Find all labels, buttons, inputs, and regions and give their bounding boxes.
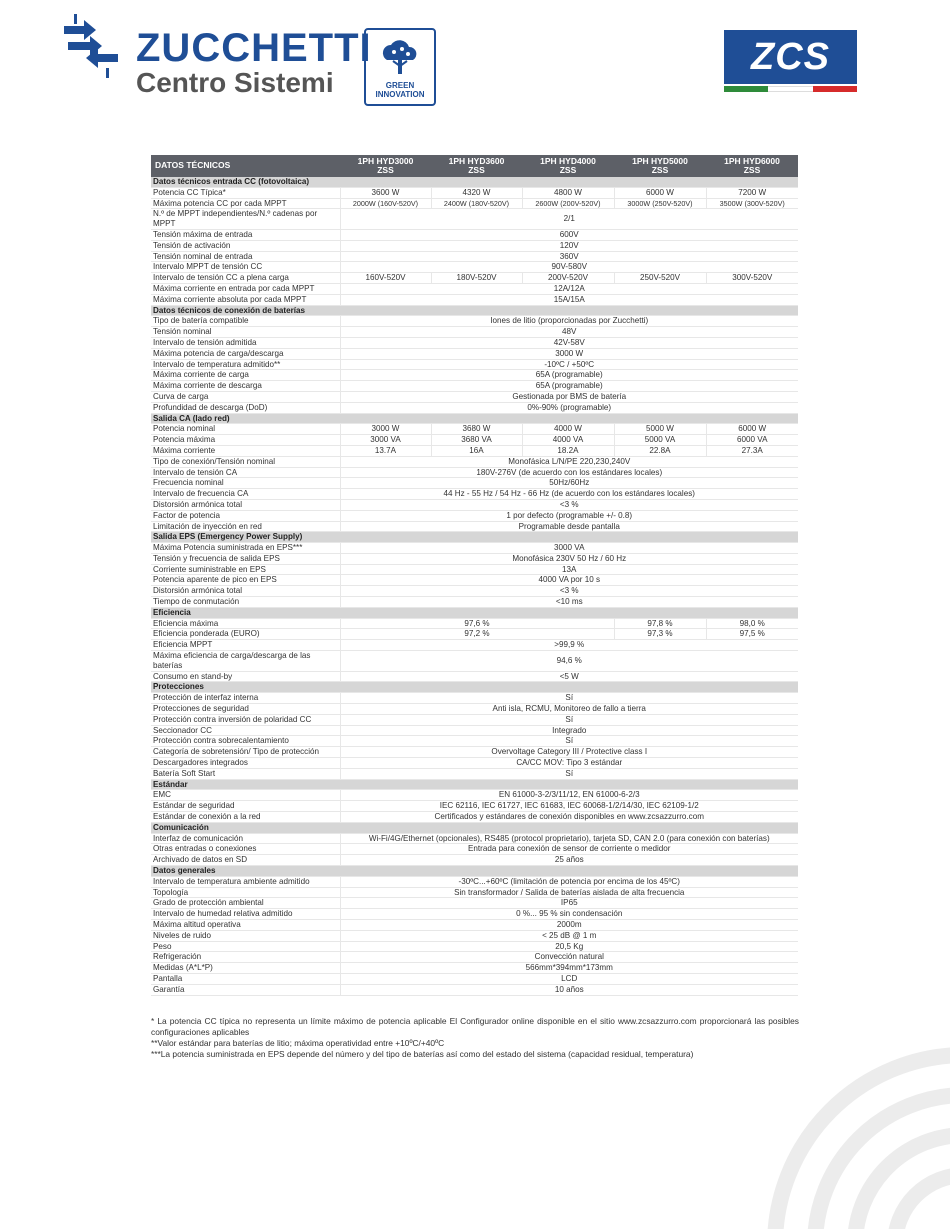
table-row [151, 251, 798, 262]
table-row [151, 704, 798, 715]
section-title: Datos técnicos de conexión de baterías [151, 305, 798, 316]
cell-value: 5000 VA [614, 435, 706, 446]
cell-value: Sí [340, 714, 798, 725]
cell-value: 4000 W [522, 424, 614, 435]
table-row [151, 478, 798, 489]
cell-value: 6000 W [706, 424, 798, 435]
table-row [151, 973, 798, 984]
cell-value: 94,6 % [340, 651, 798, 672]
cell-value: 3000 VA [340, 435, 431, 446]
row-label: Máxima corriente de carga [151, 370, 340, 381]
row-label: Máxima corriente de descarga [151, 381, 340, 392]
row-label: Refrigeración [151, 952, 340, 963]
table-row [151, 381, 798, 392]
cell-value: 180V-276V (de acuerdo con los estándares locales) [340, 467, 798, 478]
table-row [151, 941, 798, 952]
footnote: ***La potencia suministrada en EPS depende del número y del tipo de baterías así como del estado del sistema (capacidad residual, temperatura) [151, 1049, 694, 1059]
row-label: Intervalo MPPT de tensión CC [151, 262, 340, 273]
table-row [151, 693, 798, 704]
model-header: 1PH HYD6000 ZSS [706, 155, 798, 177]
table-row [151, 359, 798, 370]
table-row [151, 651, 798, 672]
cell-value: 6000 W [614, 187, 706, 198]
brand-name: ZUCCHETTI [136, 26, 372, 70]
cell-value: 22.8A [614, 445, 706, 456]
row-label: EMC [151, 790, 340, 801]
row-label: Tensión y frecuencia de salida EPS [151, 553, 340, 564]
table-row [151, 553, 798, 564]
cell-value: 20,5 Kg [340, 941, 798, 952]
table-row [151, 952, 798, 963]
badge-line-1: GREEN [385, 81, 415, 90]
row-label: Estándar de seguridad [151, 801, 340, 812]
cell-value: 3680 VA [431, 435, 522, 446]
badge-line-2: INNOVATION [375, 90, 425, 99]
row-label: Garantía [151, 984, 340, 995]
cell-value: 97,5 % [706, 629, 798, 640]
cell-value: 25 años [340, 855, 798, 866]
cell-value: 180V-520V [431, 273, 522, 284]
row-label: Intervalo de tensión CC a plena carga [151, 273, 340, 284]
table-row [151, 898, 798, 909]
row-label: Interfaz de comunicación [151, 833, 340, 844]
table-row [151, 963, 798, 974]
cell-value: 65A (programable) [340, 370, 798, 381]
table-row [151, 597, 798, 608]
model-header: 1PH HYD4000 ZSS [522, 155, 614, 177]
cell-value: Sí [340, 768, 798, 779]
spec-table [151, 155, 798, 996]
zucchetti-logo [62, 12, 442, 102]
table-row [151, 402, 798, 413]
cell-value: 97,6 % [340, 618, 614, 629]
cell-value: 27.3A [706, 445, 798, 456]
row-label: Intervalo de humedad relativa admitido [151, 909, 340, 920]
footnotes [151, 1016, 799, 1060]
row-label: Protección contra sobrecalentamiento [151, 736, 340, 747]
row-label: Corriente suministrable en EPS [151, 564, 340, 575]
cell-value: 2600W (200V-520V) [522, 198, 614, 209]
row-label: Peso [151, 941, 340, 952]
table-row [151, 499, 798, 510]
cell-value: 98,0 % [706, 618, 798, 629]
cell-value: Gestionada por BMS de batería [340, 391, 798, 402]
cell-value: 48V [340, 327, 798, 338]
cell-value: 13.7A [340, 445, 431, 456]
zcs-logo [724, 30, 857, 94]
table-row [151, 187, 798, 198]
row-label: Pantalla [151, 973, 340, 984]
table-row [151, 725, 798, 736]
section-row [151, 682, 798, 693]
row-label: Eficiencia ponderada (EURO) [151, 629, 340, 640]
cell-value: 4800 W [522, 187, 614, 198]
cell-value: 566mm*394mm*173mm [340, 963, 798, 974]
cell-value: 4000 VA [522, 435, 614, 446]
table-row [151, 586, 798, 597]
footnote: * La potencia CC típica no representa un límite máximo de potencia aplicable El Configurador online disponible en el sitio www.zcsazzurro.com proporcionará las posibles configuraciones aplicables [151, 1016, 799, 1037]
cell-value: 3000 W [340, 424, 431, 435]
cell-value: <10 ms [340, 597, 798, 608]
cell-value: Sí [340, 736, 798, 747]
footnote: **Valor estándar para baterías de litio; máxima operatividad entre +10ºC/+40ºC [151, 1038, 445, 1048]
row-label: Seccionador CC [151, 725, 340, 736]
row-label: Tensión máxima de entrada [151, 229, 340, 240]
row-label: Grado de protección ambiental [151, 898, 340, 909]
row-label: Máxima corriente en entrada por cada MPPT [151, 283, 340, 294]
cell-value: 160V-520V [340, 273, 431, 284]
row-label: Archivado de datos en SD [151, 855, 340, 866]
section-row [151, 822, 798, 833]
table-row [151, 844, 798, 855]
row-label: Distorsión armónica total [151, 499, 340, 510]
table-row [151, 348, 798, 359]
table-header-row [151, 155, 798, 177]
section-row [151, 866, 798, 877]
model-header: 1PH HYD3600 ZSS [431, 155, 522, 177]
brand-subtitle: Centro Sistemi [136, 67, 334, 98]
cell-value: 3000W (250V-520V) [614, 198, 706, 209]
section-title: Salida CA (lado red) [151, 413, 798, 424]
cell-value: Certificados y estándares de conexión disponibles en www.zcsazzurro.com [340, 812, 798, 823]
row-label: Máxima altitud operativa [151, 919, 340, 930]
cell-value: 120V [340, 240, 798, 251]
cell-value: 97,3 % [614, 629, 706, 640]
table-row [151, 273, 798, 284]
model-header: 1PH HYD5000 ZSS [614, 155, 706, 177]
row-label: Curva de carga [151, 391, 340, 402]
cell-value: 50Hz/60Hz [340, 478, 798, 489]
green-innovation-badge [364, 28, 436, 106]
table-row [151, 262, 798, 273]
table-row [151, 768, 798, 779]
cell-value: 97,8 % [614, 618, 706, 629]
cell-value: Integrado [340, 725, 798, 736]
row-label: Intervalo de frecuencia CA [151, 489, 340, 500]
section-title: Salida EPS (Emergency Power Supply) [151, 532, 798, 543]
section-row [151, 305, 798, 316]
table-row [151, 327, 798, 338]
cell-value: 3600 W [340, 187, 431, 198]
row-label: Intervalo de tensión CA [151, 467, 340, 478]
row-label: Tensión nominal de entrada [151, 251, 340, 262]
row-label: Máxima potencia de carga/descarga [151, 348, 340, 359]
table-row [151, 543, 798, 554]
italian-flag [724, 86, 857, 92]
section-title: Eficiencia [151, 607, 798, 618]
cell-value: 300V-520V [706, 273, 798, 284]
table-row [151, 876, 798, 887]
row-label: Consumo en stand-by [151, 671, 340, 682]
cell-value: 97,2 % [340, 629, 614, 640]
table-row [151, 812, 798, 823]
cloud-tree-icon [377, 36, 423, 76]
row-label: Frecuencia nominal [151, 478, 340, 489]
cell-value: <5 W [340, 671, 798, 682]
row-label: Distorsión armónica total [151, 586, 340, 597]
cell-value: IP65 [340, 898, 798, 909]
cell-value: 13A [340, 564, 798, 575]
cell-value: Iones de litio (proporcionadas por Zucchetti) [340, 316, 798, 327]
row-label: Otras entradas o conexiones [151, 844, 340, 855]
table-row [151, 618, 798, 629]
row-label: Tensión nominal [151, 327, 340, 338]
row-label: Protección contra inversión de polaridad CC [151, 714, 340, 725]
cell-value: 3680 W [431, 424, 522, 435]
cell-value: 7200 W [706, 187, 798, 198]
row-label: Niveles de ruido [151, 930, 340, 941]
table-row [151, 909, 798, 920]
table-row [151, 564, 798, 575]
cell-value: 4320 W [431, 187, 522, 198]
cell-value: Entrada para conexión de sensor de corriente o medidor [340, 844, 798, 855]
row-label: Máxima corriente [151, 445, 340, 456]
cell-value: 360V [340, 251, 798, 262]
cell-value: 2/1 [340, 209, 798, 230]
table-row [151, 209, 798, 230]
table-row [151, 456, 798, 467]
table-row [151, 370, 798, 381]
row-label: Eficiencia MPPT [151, 640, 340, 651]
cell-value: 600V [340, 229, 798, 240]
table-row [151, 229, 798, 240]
cell-value: <3 % [340, 586, 798, 597]
row-label: Máxima potencia CC por cada MPPT [151, 198, 340, 209]
table-row [151, 294, 798, 305]
table-row [151, 510, 798, 521]
table-row [151, 640, 798, 651]
row-label: Protecciones de seguridad [151, 704, 340, 715]
table-row [151, 435, 798, 446]
cell-value: <3 % [340, 499, 798, 510]
cell-value: >99,9 % [340, 640, 798, 651]
row-label: Potencia máxima [151, 435, 340, 446]
row-label: Potencia nominal [151, 424, 340, 435]
cell-value: 200V-520V [522, 273, 614, 284]
cell-value: 250V-520V [614, 273, 706, 284]
decorative-arcs [760, 1010, 950, 1229]
row-label: Factor de potencia [151, 510, 340, 521]
zcs-text: ZCS [724, 30, 857, 84]
section-title: Datos técnicos entrada CC (fotovoltaica) [151, 177, 798, 187]
cell-value: 3000 W [340, 348, 798, 359]
table-row [151, 801, 798, 812]
cell-value: Monofásica L/N/PE 220,230,240V [340, 456, 798, 467]
cell-value: 12A/12A [340, 283, 798, 294]
cell-value: IEC 62116, IEC 61727, IEC 61683, IEC 60068-1/2/14/30, IEC 62109-1/2 [340, 801, 798, 812]
table-row [151, 629, 798, 640]
model-header: 1PH HYD3000 ZSS [340, 155, 431, 177]
table-row [151, 467, 798, 478]
row-label: Batería Soft Start [151, 768, 340, 779]
table-row [151, 736, 798, 747]
table-row [151, 521, 798, 532]
row-label: Protección de interfaz interna [151, 693, 340, 704]
row-label: Potencia aparente de pico en EPS [151, 575, 340, 586]
table-row [151, 747, 798, 758]
cell-value: 1 por defecto (programable +/- 0.8) [340, 510, 798, 521]
section-row [151, 532, 798, 543]
row-label: Tensión de activación [151, 240, 340, 251]
row-label: Tiempo de conmutación [151, 597, 340, 608]
cell-value: 42V-58V [340, 337, 798, 348]
cell-value: 3000 VA [340, 543, 798, 554]
table-row [151, 855, 798, 866]
row-label: Categoría de sobretensión/ Tipo de protección [151, 747, 340, 758]
cell-value: < 25 dB @ 1 m [340, 930, 798, 941]
table-row [151, 283, 798, 294]
table-row [151, 984, 798, 995]
cell-value: Overvoltage Category III / Protective class I [340, 747, 798, 758]
row-label: Intervalo de temperatura ambiente admitido [151, 876, 340, 887]
cell-value: Wi-Fi/4G/Ethernet (opcionales), RS485 (protocol proprietario), tarjeta SD, CAN 2.0 (para conexión con baterías) [340, 833, 798, 844]
section-row [151, 779, 798, 790]
section-row [151, 607, 798, 618]
table-title: DATOS TÉCNICOS [151, 155, 340, 177]
cell-value: 6000 VA [706, 435, 798, 446]
row-label: Topología [151, 887, 340, 898]
cell-value: 0 %... 95 % sin condensación [340, 909, 798, 920]
table-row [151, 445, 798, 456]
table-row [151, 240, 798, 251]
cell-value: Programable desde pantalla [340, 521, 798, 532]
cell-value: Sí [340, 693, 798, 704]
section-title: Comunicación [151, 822, 798, 833]
cell-value: Anti isla, RCMU, Monitoreo de fallo a tierra [340, 704, 798, 715]
cell-value: 15A/15A [340, 294, 798, 305]
cell-value: 10 años [340, 984, 798, 995]
table-row [151, 833, 798, 844]
row-label: Máxima corriente absoluta por cada MPPT [151, 294, 340, 305]
row-label: Tipo de batería compatible [151, 316, 340, 327]
table-row [151, 337, 798, 348]
table-row [151, 575, 798, 586]
table-row [151, 671, 798, 682]
cell-value: Monofásica 230V 50 Hz / 60 Hz [340, 553, 798, 564]
section-title: Estándar [151, 779, 798, 790]
cell-value: 65A (programable) [340, 381, 798, 392]
row-label: N.º de MPPT independientes/N.º cadenas por MPPT [151, 209, 340, 230]
section-row [151, 413, 798, 424]
row-label: Profundidad de descarga (DoD) [151, 402, 340, 413]
cell-value: 2000W (160V-520V) [340, 198, 431, 209]
row-label: Máxima Potencia suministrada en EPS*** [151, 543, 340, 554]
cell-value: 16A [431, 445, 522, 456]
cell-value: 0%-90% (programable) [340, 402, 798, 413]
row-label: Intervalo de tensión admitida [151, 337, 340, 348]
section-row [151, 177, 798, 187]
arrows-icon [62, 12, 120, 80]
cell-value: 5000 W [614, 424, 706, 435]
row-label: Intervalo de temperatura admitido** [151, 359, 340, 370]
cell-value: Sin transformador / Salida de baterías aislada de alta frecuencia [340, 887, 798, 898]
cell-value: -10ºC / +50ºC [340, 359, 798, 370]
cell-value: 44 Hz - 55 Hz / 54 Hz - 66 Hz (de acuerdo con los estándares locales) [340, 489, 798, 500]
table-row [151, 919, 798, 930]
cell-value: -30ºC...+60ºC (limitación de potencia por encima de los 45ºC) [340, 876, 798, 887]
table-row [151, 887, 798, 898]
row-label: Potencia CC Típica* [151, 187, 340, 198]
cell-value: 2400W (180V-520V) [431, 198, 522, 209]
cell-value: EN 61000-3-2/3/11/12, EN 61000-6-2/3 [340, 790, 798, 801]
cell-value: CA/CC MOV: Tipo 3 estándar [340, 758, 798, 769]
table-row [151, 391, 798, 402]
section-title: Protecciones [151, 682, 798, 693]
cell-value: 3500W (300V-520V) [706, 198, 798, 209]
cell-value: LCD [340, 973, 798, 984]
row-label: Limitación de inyección en red [151, 521, 340, 532]
section-title: Datos generales [151, 866, 798, 877]
table-row [151, 424, 798, 435]
table-row [151, 930, 798, 941]
table-row [151, 316, 798, 327]
cell-value: 2000m [340, 919, 798, 930]
table-row [151, 758, 798, 769]
cell-value: 90V-580V [340, 262, 798, 273]
cell-value: Convección natural [340, 952, 798, 963]
row-label: Estándar de conexión a la red [151, 812, 340, 823]
table-row [151, 489, 798, 500]
row-label: Medidas (A*L*P) [151, 963, 340, 974]
table-row [151, 790, 798, 801]
cell-value: 18.2A [522, 445, 614, 456]
row-label: Máxima eficiencia de carga/descarga de las baterías [151, 651, 340, 672]
cell-value: 4000 VA por 10 s [340, 575, 798, 586]
table-row [151, 714, 798, 725]
row-label: Tipo de conexión/Tensión nominal [151, 456, 340, 467]
row-label: Descargadores integrados [151, 758, 340, 769]
row-label: Eficiencia máxima [151, 618, 340, 629]
table-row [151, 198, 798, 209]
spec-table-body [151, 177, 798, 995]
